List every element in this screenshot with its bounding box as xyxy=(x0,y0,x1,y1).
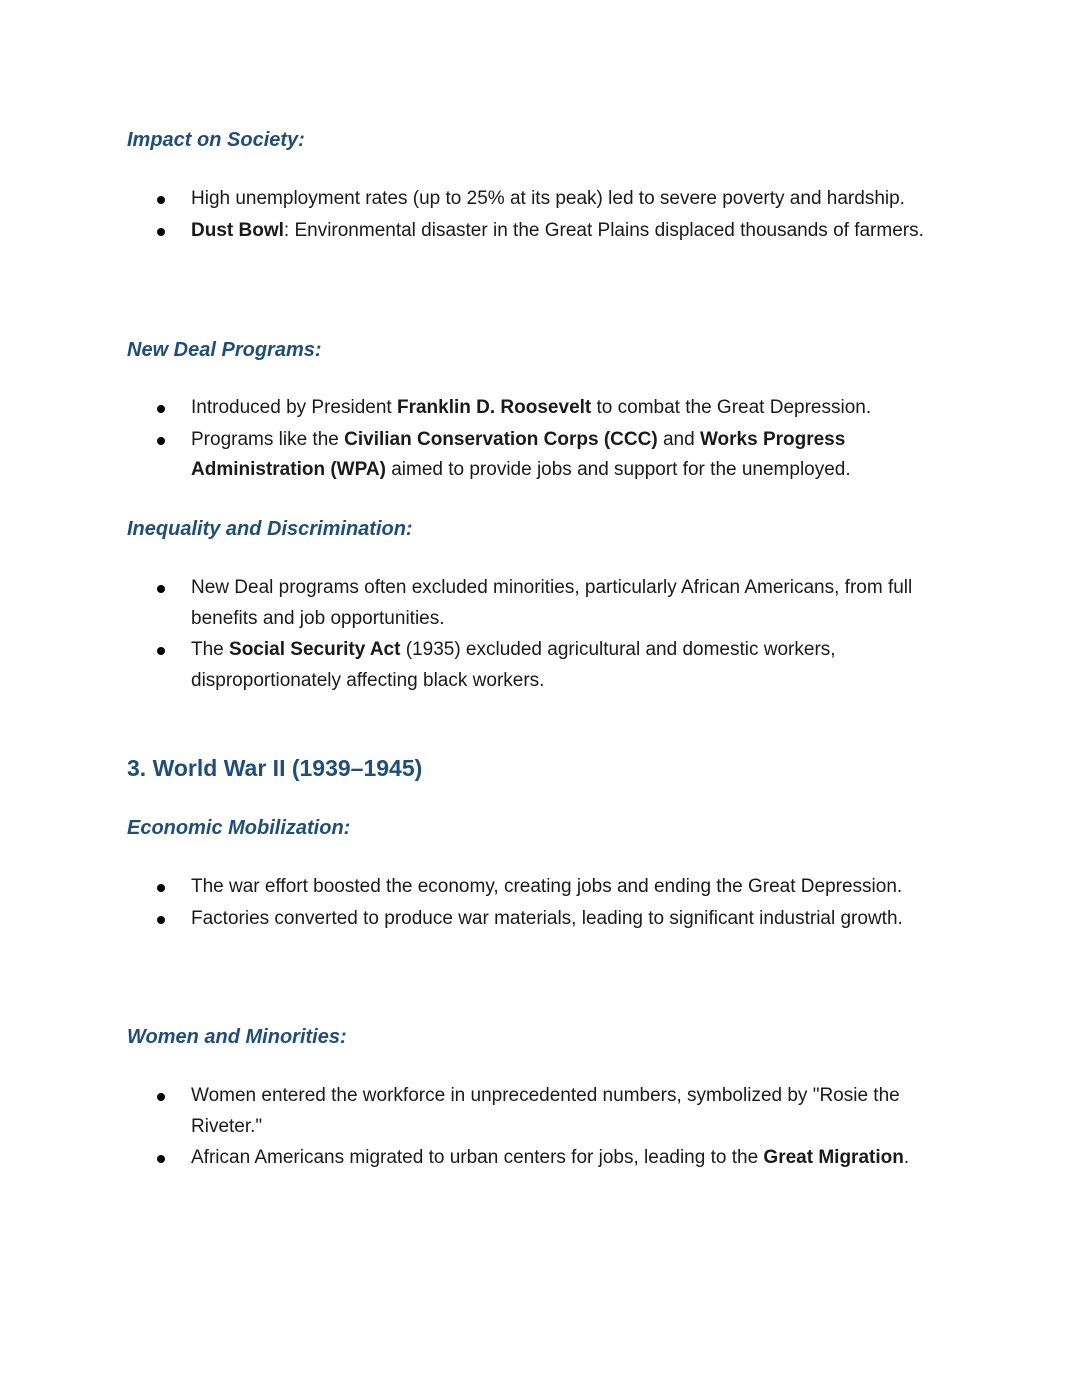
bullet-icon xyxy=(157,916,165,924)
list-item-text xyxy=(191,429,851,481)
text-run: The xyxy=(191,639,230,660)
bullet-icon xyxy=(157,405,165,413)
list-item-text xyxy=(191,188,905,209)
list-item-text xyxy=(191,577,912,629)
bold-term: Dust Bowl xyxy=(191,219,284,241)
bold-term: Great Migration xyxy=(763,1147,904,1168)
bold-term: Franklin D. Roosevelt xyxy=(396,397,592,418)
bullet-list-new-deal-programs xyxy=(0,393,1080,487)
subheading-economic-mobilization: Economic Mobilization: xyxy=(127,817,351,839)
text-run: : Environmental disaster in the Great Plains displaced thousands of farmers. xyxy=(283,219,924,241)
list-item xyxy=(0,1143,1080,1174)
text-run: . xyxy=(903,1147,910,1168)
subheading-inequality-and-discrimination: Inequality and Discrimination: xyxy=(127,518,413,540)
subheading-women-and-minorities: Women and Minorities: xyxy=(127,1026,347,1048)
list-item xyxy=(0,184,1080,215)
list-item xyxy=(0,872,1080,903)
text-run: Factories converted to produce war materials, leading to significant industrial growth. xyxy=(191,907,903,929)
bullet-list-inequality-and-discrimination xyxy=(0,573,1080,697)
section-heading-world-war-ii: 3. World War II (1939–1945) xyxy=(127,755,423,781)
list-item-text xyxy=(191,876,902,897)
text-run: (1935) excluded agricultural and domestic workers, disproportionately affecting black workers. xyxy=(191,639,836,691)
text-run: Programs like the xyxy=(191,428,345,450)
text-run: aimed to provide jobs and support for the unemployed. xyxy=(385,459,851,480)
subheading-impact-on-society: Impact on Society: xyxy=(127,129,305,151)
bullet-list-economic-mobilization xyxy=(0,872,1080,935)
text-run: Introduced by President xyxy=(191,397,397,418)
list-item-text xyxy=(191,397,871,418)
list-item-text xyxy=(191,1147,909,1168)
list-item xyxy=(0,1081,1080,1142)
bullet-icon xyxy=(157,884,165,892)
bullet-icon xyxy=(157,196,165,204)
bullet-icon xyxy=(157,647,165,655)
bullet-icon xyxy=(157,1093,165,1101)
bullet-list-impact-on-society xyxy=(0,184,1080,247)
bullet-icon xyxy=(157,228,165,236)
list-item xyxy=(0,425,1080,486)
list-item xyxy=(0,216,1080,247)
list-item-text xyxy=(191,220,924,241)
list-item xyxy=(0,635,1080,696)
list-item-text xyxy=(191,1085,900,1137)
text-run: New Deal programs often excluded minorities, particularly African Americans, from full benefits and job opportunities. xyxy=(191,577,913,629)
text-run: African Americans migrated to urban centers for jobs, leading to the xyxy=(191,1147,764,1168)
list-item-text xyxy=(191,639,836,691)
text-run: Women entered the workforce in unprecedented numbers, symbolized by "Rosie the Riveter." xyxy=(191,1085,900,1137)
text-run: The war effort boosted the economy, creating jobs and ending the Great Depression. xyxy=(191,876,903,897)
list-item xyxy=(0,573,1080,634)
subheading-new-deal-programs: New Deal Programs: xyxy=(127,339,322,361)
bullet-icon xyxy=(157,585,165,593)
bold-term: Social Security Act xyxy=(229,639,401,660)
text-run: High unemployment rates (up to 25% at its peak) led to severe poverty and hardship. xyxy=(191,188,905,209)
bold-term: Civilian Conservation Corps (CCC) xyxy=(344,428,658,450)
text-run: to combat the Great Depression. xyxy=(591,397,872,418)
bullet-list-women-and-minorities xyxy=(0,1081,1080,1175)
bullet-icon xyxy=(157,1155,165,1163)
list-item xyxy=(0,904,1080,935)
bullet-icon xyxy=(157,437,165,445)
bold-term: Works Progress Administration (WPA) xyxy=(191,428,846,480)
list-item xyxy=(0,393,1080,424)
list-item-text xyxy=(191,908,903,929)
text-run: and xyxy=(657,428,700,450)
